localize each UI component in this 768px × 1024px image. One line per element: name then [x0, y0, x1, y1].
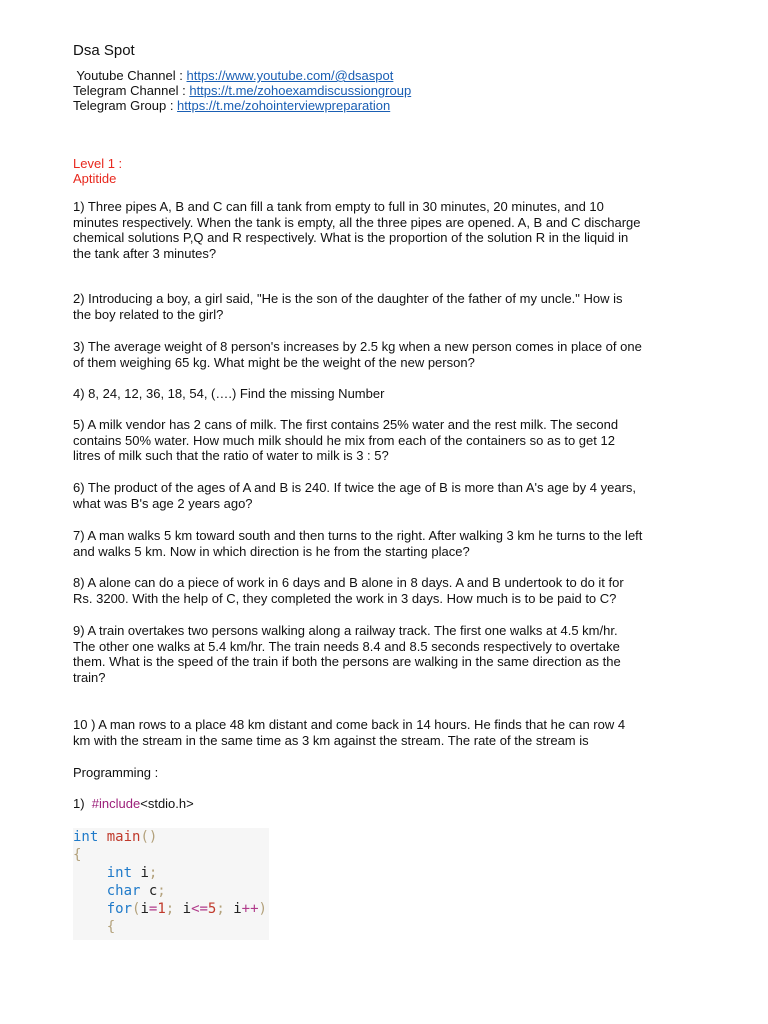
question-line: the boy related to the girl? [73, 306, 224, 322]
question-2 [73, 291, 698, 322]
code-token: i [140, 901, 149, 917]
question-line: chemical solutions P,Q and R respectively. What is the proportion of the solution R in the liquid in [73, 230, 629, 246]
code-line [73, 918, 269, 936]
code-token: char [73, 883, 141, 899]
question-3 [73, 339, 698, 370]
telegram-channel-label: Telegram Channel : [73, 83, 190, 98]
include-keyword: #include [91, 796, 141, 811]
programming-item-1 [73, 796, 698, 812]
code-token: i [132, 865, 149, 881]
youtube-label: Youtube Channel : [73, 68, 187, 83]
code-block [73, 828, 269, 940]
code-token: ) [258, 901, 267, 917]
question-8 [73, 575, 698, 606]
section-heading: Aptitide [73, 171, 117, 186]
code-token: int [73, 829, 99, 845]
code-token: for [73, 901, 133, 917]
question-line: 5) A milk vendor has 2 cans of milk. The first contains 25% water and the rest milk. The second [73, 417, 619, 432]
code-token: { [73, 847, 82, 863]
question-line: 4) 8, 24, 12, 36, 18, 54, (….) Find the missing Number [73, 386, 385, 401]
code-token: ; [157, 883, 166, 899]
code-token: { [73, 919, 116, 935]
code-line [73, 864, 269, 882]
question-line: minutes respectively. When the tank is empty, all the three pipes are opened. A, B and C discharge [73, 214, 641, 230]
question-4 [73, 386, 698, 402]
code-token: ++ [241, 901, 259, 917]
code-token: = [148, 901, 158, 917]
item-number: 1) [73, 796, 92, 811]
telegram-group-line [73, 98, 390, 113]
code-token: 1 [157, 901, 166, 917]
code-line [73, 828, 269, 846]
code-token: main [98, 829, 141, 845]
document-title: Dsa Spot [73, 42, 135, 59]
question-line: them. What is the speed of the train if both the persons are walking in the same direction as the [73, 654, 621, 670]
code-line [73, 882, 269, 900]
question-1 [73, 199, 698, 261]
question-line: 8) A alone can do a piece of work in 6 days and B alone in 8 days. A and B undertook to do it for [73, 575, 624, 590]
code-line [73, 900, 269, 918]
code-token: 5 [207, 901, 217, 917]
telegram-channel-line [73, 83, 411, 98]
code-token: c [140, 883, 158, 899]
question-line: the tank after 3 minutes? [73, 245, 217, 261]
question-10 [73, 717, 698, 748]
question-line: 7) A man walks 5 km toward south and then turns to the right. After walking 3 km he turns to the left [73, 528, 643, 543]
question-line: 3) The average weight of 8 person's increases by 2.5 kg when a new person comes in place of one [73, 339, 642, 354]
level-heading: Level 1 : [73, 156, 123, 171]
code-token: () [140, 829, 158, 845]
code-line [73, 846, 269, 864]
youtube-line [73, 68, 393, 83]
question-5 [73, 417, 698, 464]
question-line: what was B's age 2 years ago? [73, 495, 253, 511]
telegram-group-link[interactable]: https://t.me/zohointerviewpreparation [177, 98, 391, 113]
question-line: Rs. 3200. With the help of C, they completed the work in 3 days. How much is to be paid to C? [73, 590, 617, 606]
code-token: i [182, 901, 192, 917]
question-line: and walks 5 km. Now in which direction is he from the starting place? [73, 543, 470, 559]
question-line: 10 ) A man rows to a place 48 km distant and come back in 14 hours. He finds that he can row 4 [73, 717, 626, 732]
code-token: int [73, 865, 133, 881]
programming-heading-text: Programming : [73, 765, 159, 780]
include-line [73, 796, 698, 812]
question-line: 1) Three pipes A, B and C can fill a tank from empty to full in 30 minutes, 20 minutes, and 10 [73, 199, 604, 214]
question-line: litres of milk such that the ratio of water to milk is 3 : 5? [73, 448, 389, 464]
code-token: ; [165, 901, 183, 917]
code-token: ; [148, 865, 158, 881]
code-token: <= [191, 901, 208, 917]
code-token: ; [216, 901, 234, 917]
question-line: contains 50% water. How much milk should he mix from each of the containers so as to get 12 [73, 432, 615, 448]
code-token: ( [132, 901, 141, 917]
telegram-channel-link[interactable]: https://t.me/zohoexamdiscussiongroup [189, 83, 412, 98]
question-9 [73, 623, 698, 685]
telegram-group-label: Telegram Group : [73, 98, 178, 113]
programming-heading [73, 765, 698, 781]
code-token: i [233, 901, 242, 917]
question-line: 6) The product of the ages of A and B is 240. If twice the age of B is more than A's age by 4 years, [73, 480, 637, 495]
youtube-link[interactable]: https://www.youtube.com/@dsaspot [186, 68, 394, 83]
question-7 [73, 528, 698, 559]
include-header: <stdio.h> [140, 796, 194, 811]
question-line: 2) Introducing a boy, a girl said, "He is the son of the daughter of the father of my uncle." How is [73, 291, 623, 306]
question-line: km with the stream in the same time as 3 km against the stream. The rate of the stream is [73, 732, 589, 748]
question-line: 9) A train overtakes two persons walking along a railway track. The first one walks at 4.5 km/hr. [73, 623, 618, 638]
question-line: of them weighing 65 kg. What might be the weight of the new person? [73, 354, 475, 370]
question-line: The other one walks at 5.4 km/hr. The train needs 8.4 and 8.5 seconds respectively to overtake [73, 638, 620, 654]
question-6 [73, 480, 698, 511]
question-line: train? [73, 669, 106, 685]
